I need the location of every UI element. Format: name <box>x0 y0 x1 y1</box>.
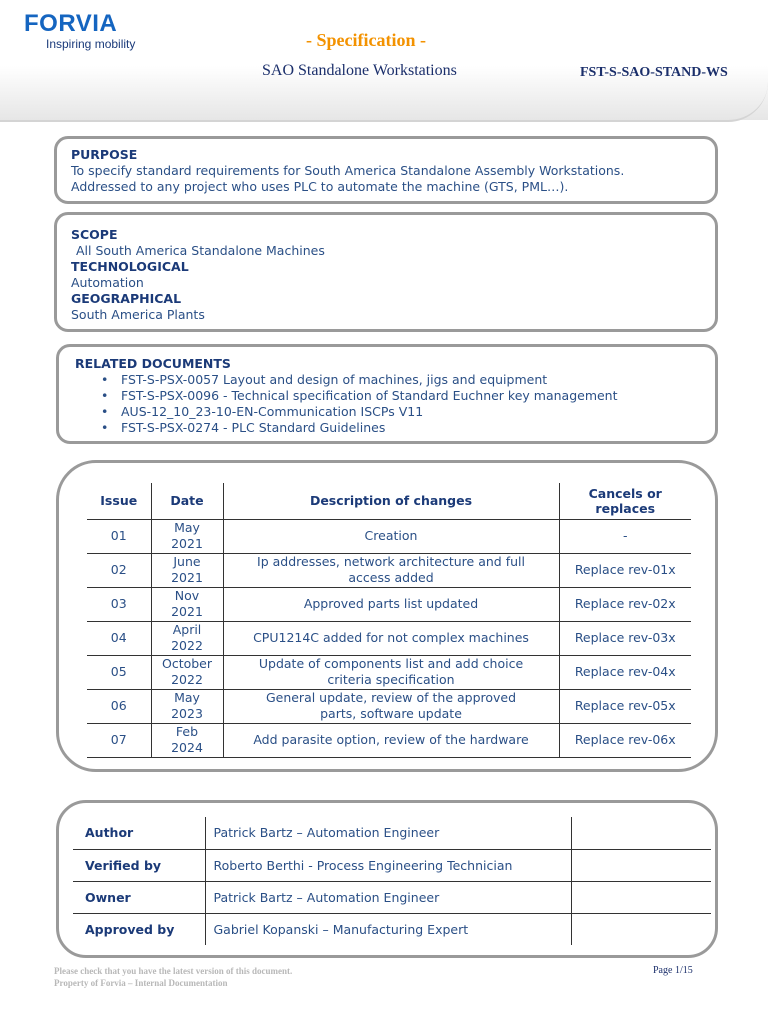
issue-cell: 04 <box>87 621 151 655</box>
related-documents-label: RELATED DOCUMENTS <box>75 356 231 371</box>
approval-row <box>73 849 711 881</box>
footer-note: Please check that you have the latest version of this document. <box>54 966 293 976</box>
revision-table <box>87 483 691 758</box>
approval-signature-cell <box>571 913 711 945</box>
table-row <box>87 553 691 587</box>
issue-cell: 05 <box>87 655 151 689</box>
approval-signature-cell <box>571 817 711 849</box>
related-document-item: • AUS-12_10_23-10-EN-Communication ISCPs V11 <box>101 404 699 420</box>
approval-name: Patrick Bartz – Automation Engineer <box>205 817 571 849</box>
approval-name: Gabriel Kopanski – Manufacturing Expert <box>205 913 571 945</box>
purpose-label: PURPOSE <box>71 147 138 162</box>
description-line: Approved parts list updated <box>303 596 479 611</box>
description-cell <box>223 621 559 655</box>
description-line: access added <box>348 570 434 585</box>
purpose-box <box>54 136 718 204</box>
cancels-cell: Replace rev-04x <box>559 655 691 689</box>
date-line: 2022 <box>171 672 203 687</box>
date-cell <box>151 655 223 689</box>
scope-label: SCOPE <box>71 227 118 242</box>
table-row <box>87 587 691 621</box>
technological-text: Automation <box>71 275 144 290</box>
issue-cell: 02 <box>87 553 151 587</box>
cancels-header <box>559 483 691 519</box>
approvals-box <box>56 800 718 958</box>
approval-row <box>73 881 711 913</box>
logo-tagline: Inspiring mobility <box>46 37 136 51</box>
date-line: October <box>161 656 213 671</box>
description-line: criteria specification <box>327 672 455 687</box>
approval-name: Roberto Berthi - Process Engineering Technician <box>205 849 571 881</box>
approval-signature-cell <box>571 881 711 913</box>
approval-name: Patrick Bartz – Automation Engineer <box>205 881 571 913</box>
approvals-table <box>73 817 711 945</box>
description-line: Creation <box>364 528 418 543</box>
issue-cell: 07 <box>87 723 151 757</box>
table-row <box>87 689 691 723</box>
purpose-line: To specify standard requirements for South America Standalone Assembly Workstations. <box>71 163 625 178</box>
related-document-item: • FST-S-PSX-0057 Layout and design of machines, jigs and equipment <box>101 372 699 388</box>
approval-role: Approved by <box>85 921 175 937</box>
table-row <box>87 655 691 689</box>
scope-text: All South America Standalone Machines <box>76 243 325 258</box>
cancels-cell: Replace rev-01x <box>559 553 691 587</box>
date-cell <box>151 723 223 757</box>
date-line: 2021 <box>171 536 203 551</box>
approval-role: Author <box>73 817 205 849</box>
approval-row <box>73 817 711 849</box>
table-row <box>87 621 691 655</box>
related-document-item: • FST-S-PSX-0096 - Technical specification of Standard Euchner key management <box>101 388 699 404</box>
date-cell <box>151 587 223 621</box>
description-line: Ip addresses, network architecture and full <box>257 554 525 569</box>
cancels-cell: Replace rev-02x <box>559 587 691 621</box>
description-cell <box>223 655 559 689</box>
date-line: 2023 <box>171 706 203 721</box>
date-header: Date <box>151 483 223 519</box>
revision-header-row <box>87 483 691 519</box>
date-line: May <box>174 520 200 535</box>
description-line: Add parasite option, review of the hardware <box>253 732 529 747</box>
related-documents-box <box>56 344 718 444</box>
date-line: May <box>174 690 200 705</box>
approval-row <box>73 913 711 945</box>
cancels-cell: Replace rev-06x <box>559 723 691 757</box>
technological-label: TECHNOLOGICAL <box>71 259 189 274</box>
date-line: June <box>173 554 201 569</box>
date-line: 2021 <box>171 604 203 619</box>
description-cell <box>223 553 559 587</box>
date-cell <box>151 553 223 587</box>
approval-role: Verified by <box>73 849 205 881</box>
geographical-text: South America Plants <box>71 307 205 322</box>
table-row <box>87 519 691 553</box>
date-cell <box>151 689 223 723</box>
date-line: April <box>172 622 202 637</box>
related-documents-list <box>101 372 699 436</box>
cancels-header-line: replaces <box>595 500 656 516</box>
issue-cell: 01 <box>87 519 151 553</box>
description-line: General update, review of the approved <box>265 690 517 705</box>
description-line: parts, software update <box>320 706 462 721</box>
related-document-item: • FST-S-PSX-0274 - PLC Standard Guidelines <box>101 420 699 436</box>
document-title: SAO Standalone Workstations <box>262 62 457 79</box>
approval-signature-cell <box>571 849 711 881</box>
page-number: Page 1/15 <box>653 965 693 976</box>
description-cell <box>223 587 559 621</box>
description-cell <box>223 519 559 553</box>
footer-note: Property of Forvia – Internal Documentation <box>54 978 228 988</box>
document-kind: - Specification - <box>306 30 426 50</box>
date-line: 2024 <box>171 740 203 755</box>
date-line: 2021 <box>171 570 203 585</box>
description-cell <box>223 689 559 723</box>
description-line: Update of components list and add choice <box>258 656 524 671</box>
revision-history-box <box>56 460 718 772</box>
date-line: Feb <box>175 724 199 739</box>
cancels-cell: Replace rev-03x <box>559 621 691 655</box>
cancels-cell: Replace rev-05x <box>559 689 691 723</box>
issue-cell: 03 <box>87 587 151 621</box>
scope-box <box>54 212 718 332</box>
issue-cell: 06 <box>87 689 151 723</box>
table-row <box>87 723 691 757</box>
description-cell <box>223 723 559 757</box>
footer-notes <box>54 965 292 989</box>
geographical-label: GEOGRAPHICAL <box>71 291 182 306</box>
purpose-line: Addressed to any project who uses PLC to automate the machine (GTS, PML…). <box>71 179 569 194</box>
date-line: 2022 <box>171 638 203 653</box>
cancels-cell: - <box>559 519 691 553</box>
description-header: Description of changes <box>223 483 559 519</box>
forvia-logo <box>24 12 135 51</box>
logo-wordmark: FORVIA <box>24 10 118 37</box>
issue-header: Issue <box>87 483 151 519</box>
date-line: Nov <box>174 588 200 603</box>
description-line: CPU1214C added for not complex machines <box>253 630 529 645</box>
document-reference: FST-S-SAO-STAND-WS <box>580 65 728 80</box>
cancels-header-line: Cancels or <box>588 485 662 501</box>
date-cell <box>151 621 223 655</box>
approval-role: Owner <box>73 881 205 913</box>
date-cell <box>151 519 223 553</box>
